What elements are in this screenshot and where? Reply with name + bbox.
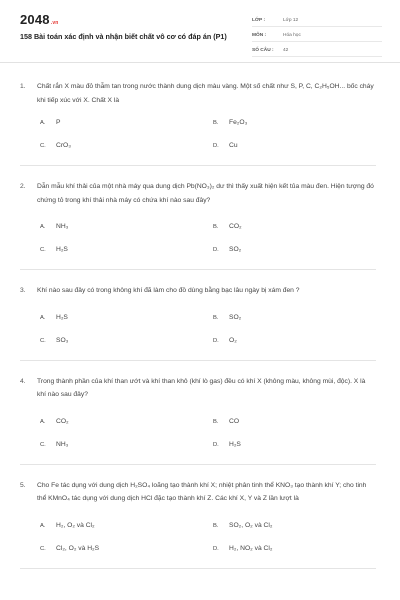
option-text: SO₂, O₂ và Cl₂: [229, 521, 273, 529]
option-label: A.: [40, 418, 46, 425]
option-text: CrO₃: [56, 142, 71, 149]
option-label: B.: [213, 522, 219, 529]
meta-value: 42: [283, 47, 289, 53]
answer-options: [20, 119, 376, 149]
option-text: O₂: [229, 336, 237, 344]
question-body: Dẫn mẫu khí thải của một nhà máy qua dung dịch Pb(NO₃)₂ dư thì thấy xuất hiện kết tủa màu đen. Hiện tượng đó chứng tỏ trong khí thải nhà máy có chứa khí nào sau đây?: [37, 183, 374, 204]
question: [20, 180, 376, 270]
meta-label: SỐ CÂU :: [252, 47, 274, 53]
option-label: D.: [213, 143, 219, 149]
answer-option[interactable]: [40, 246, 213, 253]
option-label: A.: [40, 224, 46, 230]
answer-option[interactable]: [40, 522, 213, 529]
question-body: Khí nào sau đây có trong không khí đã làm cho đồ dùng bằng bạc lâu ngày bị xám đen ?: [37, 287, 300, 294]
option-label: A.: [40, 314, 46, 321]
question-number: 1.: [20, 83, 26, 90]
answer-option[interactable]: [213, 545, 386, 552]
site-logo[interactable]: [20, 12, 59, 27]
question-text: [20, 180, 376, 207]
question-number: 5.: [20, 481, 26, 489]
option-label: A.: [40, 120, 46, 126]
answer-options: [20, 223, 376, 253]
option-label: B.: [213, 224, 219, 230]
option-label: C.: [40, 545, 46, 552]
answer-option[interactable]: [40, 223, 213, 230]
question: [20, 80, 376, 166]
answer-options: [20, 418, 376, 448]
answer-option[interactable]: [213, 119, 386, 126]
question-text: [20, 375, 376, 402]
meta-label: MÔN :: [252, 32, 267, 38]
answer-options: [20, 522, 376, 552]
option-text: Fe₂O₃: [229, 119, 248, 126]
option-label: B.: [213, 418, 219, 425]
answer-option[interactable]: [213, 314, 386, 321]
question: [20, 479, 376, 569]
option-label: B.: [213, 120, 219, 126]
option-label: D.: [213, 337, 219, 344]
option-text: SO₂: [229, 246, 242, 253]
option-text: CO₂: [56, 417, 69, 425]
option-label: C.: [40, 337, 46, 344]
logo-suffix: .vn: [50, 20, 59, 26]
answer-option[interactable]: [213, 522, 386, 529]
question-body: Trong thành phần của khí than ướt và khí than khô (khí lò gas) đều có khí X (không màu, không mùi, độc). X là khí nào sau đây?: [37, 377, 366, 398]
answer-option[interactable]: [213, 223, 386, 230]
option-text: NH₃: [56, 223, 69, 230]
option-text: H₂, O₂ và Cl₂: [56, 521, 95, 529]
answer-option[interactable]: [213, 246, 386, 253]
option-text: H₂S: [56, 313, 68, 321]
answer-option[interactable]: [40, 418, 213, 425]
option-label: D.: [213, 441, 219, 448]
answer-option[interactable]: [40, 441, 213, 448]
option-label: C.: [40, 143, 46, 149]
option-text: Cu: [229, 142, 238, 149]
question-list: [0, 80, 400, 583]
answer-option[interactable]: [40, 314, 213, 321]
answer-option[interactable]: [213, 418, 386, 425]
option-text: Cl₂, O₂ và H₂S: [56, 544, 100, 552]
logo-text: 2048: [20, 12, 50, 27]
question-number: 4.: [20, 377, 26, 385]
answer-option[interactable]: [40, 337, 213, 344]
answer-options: [20, 314, 376, 344]
meta-row-subject: [252, 29, 382, 42]
answer-option[interactable]: [40, 119, 213, 126]
question: [20, 284, 376, 361]
question-body: Chất rắn X màu đỏ thẫm tan trong nước thành dung dịch màu vàng. Một số chất như S, P, C, C₂H₅OH... bốc cháy khi tiếp xúc với X. Chất X là: [37, 83, 374, 104]
question-text: [20, 479, 376, 506]
question-body: Cho Fe tác dụng với dung dịch H₂SO₄ loãng tạo thành khí X; nhiệt phân tinh thể KNO₃ tạo thành khí Y; cho tinh thể KMnO₄ tác dụng với dung dịch HCl đặc tạo thành khí Z. Các khí X, Y và Z lần lượt là: [37, 481, 367, 502]
option-text: CO₂: [229, 223, 242, 230]
option-text: NH₃: [56, 440, 69, 448]
answer-option[interactable]: [213, 441, 386, 448]
meta-value: Lớp 12: [283, 17, 299, 23]
option-label: D.: [213, 545, 219, 552]
document-title: 158 Bài toán xác định và nhận biết chất vô cơ có đáp án (P1): [20, 32, 227, 41]
document-header: [0, 0, 400, 63]
answer-option[interactable]: [40, 142, 213, 149]
option-text: SO₂: [229, 313, 242, 321]
question-text: [20, 80, 376, 107]
meta-row-count: [252, 44, 382, 57]
answer-option[interactable]: [213, 142, 386, 149]
option-label: C.: [40, 441, 46, 448]
answer-option[interactable]: [213, 337, 386, 344]
question: [20, 375, 376, 465]
option-label: D.: [213, 247, 219, 253]
meta-row-class: [252, 14, 382, 27]
document-meta: [252, 14, 382, 59]
meta-value: Hóa học: [283, 32, 301, 38]
question-number: 3.: [20, 287, 26, 294]
option-text: P: [56, 119, 61, 126]
option-label: A.: [40, 522, 46, 529]
option-label: B.: [213, 314, 219, 321]
option-text: H₂, NO₂ và Cl₂: [229, 544, 273, 552]
question-number: 2.: [20, 183, 26, 190]
option-text: CO: [229, 417, 240, 425]
option-text: SO₃: [56, 336, 69, 344]
option-text: H₂S: [229, 440, 241, 448]
option-label: C.: [40, 247, 46, 253]
answer-option[interactable]: [40, 545, 213, 552]
meta-label: LỚP :: [252, 17, 266, 23]
option-text: H₂S: [56, 246, 68, 253]
question-text: [20, 284, 376, 298]
